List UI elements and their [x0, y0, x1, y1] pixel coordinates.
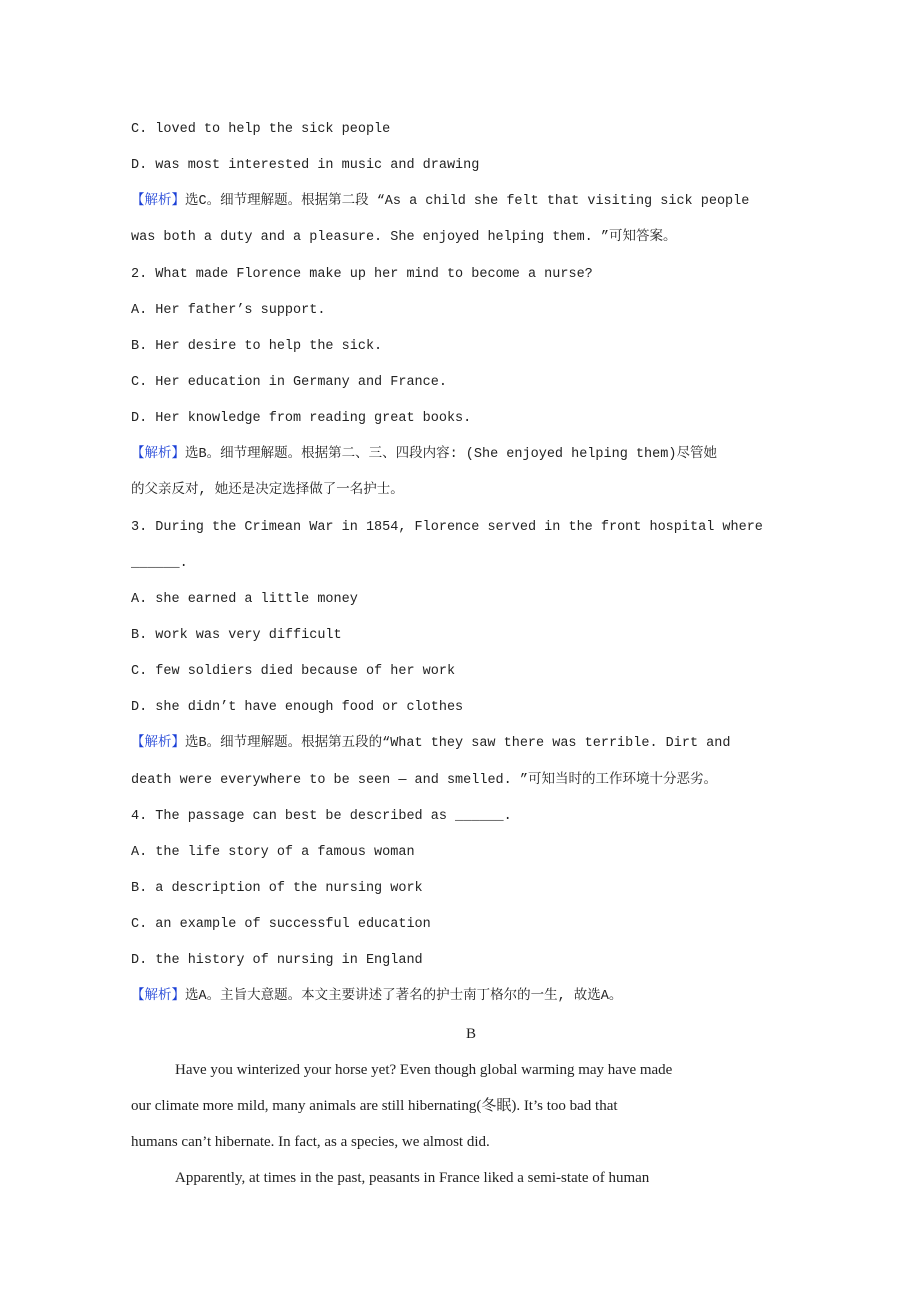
option-c: C. few soldiers died because of her work	[131, 664, 456, 680]
option-d: D. Her knowledge from reading great books.	[131, 411, 472, 427]
analysis-text: 选B。细节理解题。根据第二、三、四段内容: (She enjoyed helping them)尽管她	[185, 447, 717, 463]
question-3: 3. During the Crimean War in 1854, Florence served in the front hospital where	[131, 519, 763, 535]
analysis-tag: 【解析】	[131, 989, 185, 1005]
document-body	[131, 112, 811, 1196]
option-c: C. Her education in Germany and France.	[131, 374, 447, 390]
analysis-text: 选B。细节理解题。根据第五段的“What they saw there was terrible. Dirt and	[185, 736, 731, 752]
option-a: A. she earned a little money	[131, 591, 358, 607]
option-c: C. an example of successful education	[131, 917, 431, 933]
analysis-tag: 【解析】	[131, 194, 185, 210]
option-c: C. loved to help the sick people	[131, 122, 391, 137]
option-b: B. a description of the nursing work	[131, 880, 423, 896]
analysis-2	[131, 437, 811, 473]
question-4: 4. The passage can best be described as ______.	[131, 808, 512, 824]
option-d: D. the history of nursing in England	[131, 953, 423, 969]
option-d: D. was most interested in music and drawing	[131, 158, 480, 174]
question-2: 2. What made Florence make up her mind to become a nurse?	[131, 266, 593, 282]
option-b: B. Her desire to help the sick.	[131, 338, 383, 354]
analysis-tag: 【解析】	[131, 736, 185, 752]
option-a: A. Her father’s support.	[131, 302, 326, 318]
passage-line: Apparently, at times in the past, peasants in France liked a semi-state of human	[175, 1170, 650, 1187]
passage-line: Have you winterized your horse yet? Even though global warming may have made	[175, 1061, 673, 1078]
analysis-tag: 【解析】	[131, 447, 185, 463]
analysis-3	[131, 726, 811, 762]
analysis-1-cont: was both a duty and a pleasure. She enjoyed helping them. ”可知答案。	[131, 230, 677, 246]
option-d: D. she didn’t have enough food or clothes	[131, 700, 464, 716]
question-3-blank: ______.	[131, 555, 188, 571]
passage-line: our climate more mild, many animals are still hibernating(冬眠). It’s too bad that	[131, 1097, 618, 1114]
analysis-4	[131, 979, 811, 1015]
analysis-1	[131, 184, 811, 220]
section-heading: B	[465, 1025, 476, 1042]
passage-line: humans can’t hibernate. In fact, as a species, we almost did.	[131, 1133, 490, 1150]
option-b: B. work was very difficult	[131, 627, 342, 643]
analysis-3-cont: death were everywhere to be seen — and smelled. ”可知当时的工作环境十分恶劣。	[131, 772, 717, 788]
analysis-2-cont: 的父亲反对, 她还是决定选择做了一名护士。	[131, 483, 404, 499]
option-a: A. the life story of a famous woman	[131, 844, 415, 860]
analysis-text: 选C。细节理解题。根据第二段 “As a child she felt that visiting sick people	[185, 194, 750, 210]
analysis-text: 选A。主旨大意题。本文主要讲述了著名的护士南丁格尔的一生, 故选A。	[185, 989, 623, 1005]
